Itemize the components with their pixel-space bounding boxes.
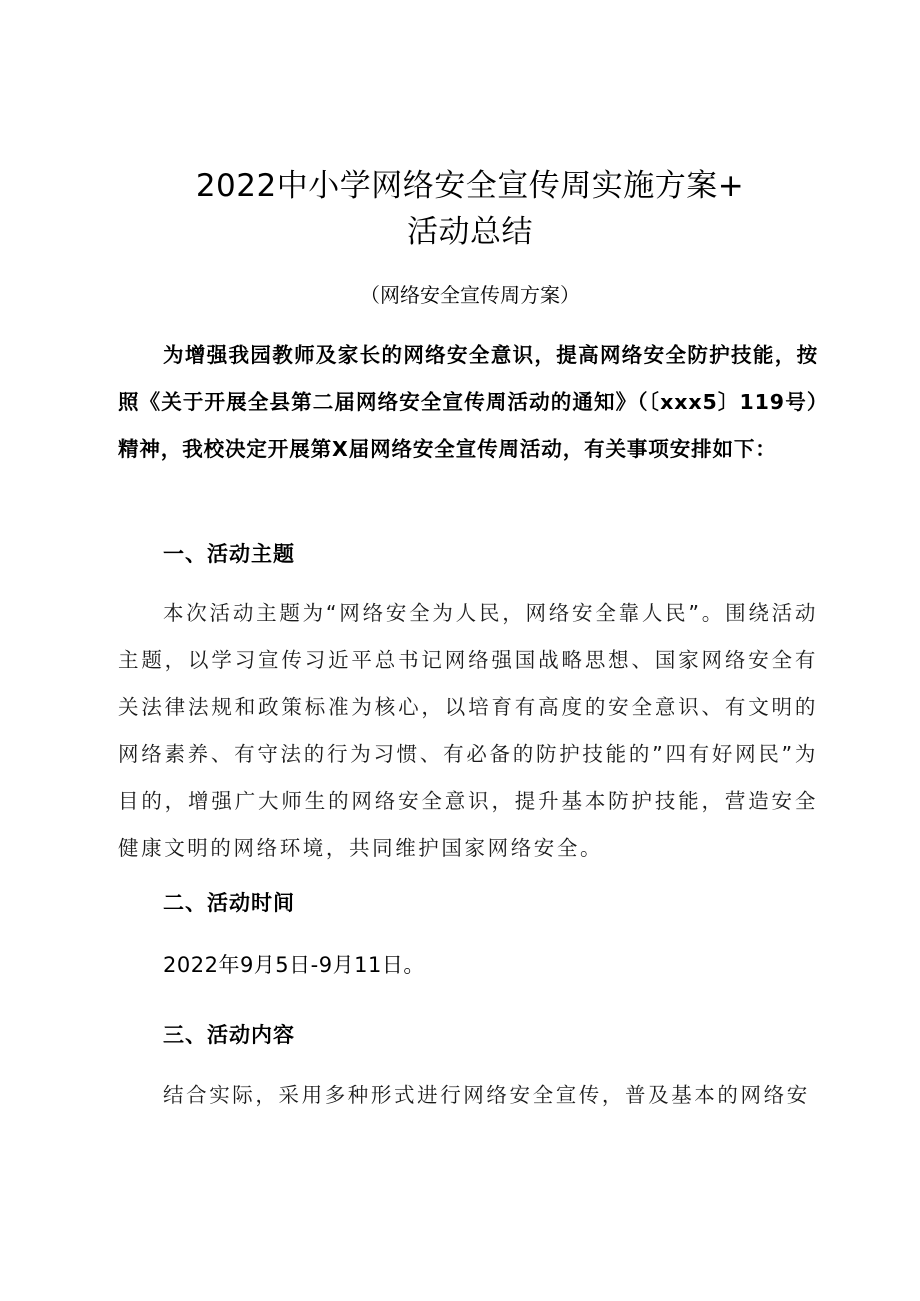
section-heading-theme: 一、活动主题 <box>163 542 295 566</box>
section-body-content: 结合实际，采用多种形式进行网络安全宣传，普及基本的网络安 <box>163 1083 810 1107</box>
section-heading-content: 三、活动内容 <box>163 1023 295 1047</box>
section-body-theme: 本次活动主题为“网络安全为人民，网络安全靠人民”。围绕活动主题，以学习宣传习近平总书记网络强国战略思想、国家网络安全有关法律法规和政策标准为核心，以培育有高度的安全意识、有文明的网络素养、有守法的行为习惯、有必备的防护技能的”四有好网民”为目的，增强广大师生的网络安全意识，提升基本防护技能，营造安全健康文明的网络环境，共同维护国家网络安全。 <box>118 601 818 860</box>
document-title-line-1: 2022中小学网络安全宣传周实施方案+ <box>195 168 745 204</box>
section-body-time: 2022年9月5日-9月11日。 <box>163 953 425 977</box>
document-title-line-2: 活动总结 <box>407 214 533 250</box>
intro-paragraph: 为增强我园教师及家长的网络安全意识，提高网络安全防护技能，按照《关于开展全县第二届网络安全宣传周活动的通知》（〔xxx5〕119号）精神，我校决定开展第X届网络安全宣传周活动，有关事项安排如下： <box>118 343 818 461</box>
document-subtitle: （网络安全宣传周方案） <box>360 283 580 307</box>
section-heading-time: 二、活动时间 <box>163 891 295 915</box>
